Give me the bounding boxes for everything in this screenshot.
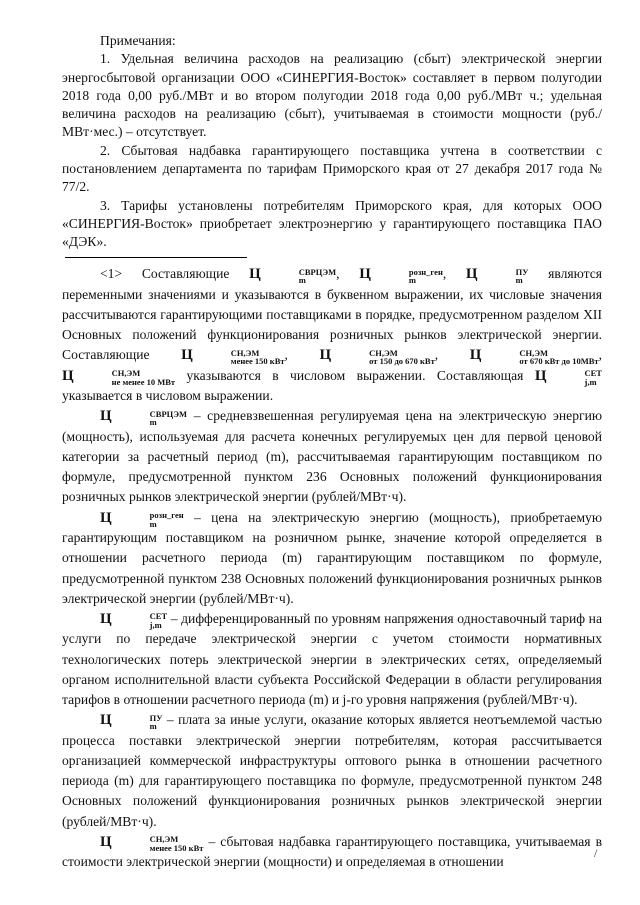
symbol-sn-less150: Ц СН,ЭМ менее 150 кВт [181, 347, 285, 367]
footnote-divider [65, 257, 247, 258]
page-mark: / [594, 846, 598, 860]
symbol-sn-less150: Ц СН,ЭМ менее 150 кВт [100, 833, 204, 853]
components-text-c: указывается в числовом выражении. [62, 388, 274, 404]
components-word: Составляющие [141, 266, 230, 281]
definition-set-text: – дифференцированный по уровням напряжения одноставочный тариф на услуги по передаче электрической энергии с учетом стоимости нормативных технологических потерь электрической энергии в электрических сетях, определяемый органом исполнительной власти субъекта Российской Федерации в области регулирования тарифов в отношении расчетного периода (m) и j-го уровня напряжения (рублей/МВт·ч). [62, 610, 602, 708]
symbol-rozn-gen: Ц розн_ген m [359, 266, 443, 285]
symbol-pu: Ц ПУ m [465, 266, 529, 285]
notes-section [62, 32, 602, 252]
components-text-b: указываются в числовом выражении. Составляющая [186, 367, 524, 383]
definition-pu-text: – плата за иные услуги, оказание которых является неотъемлемой частью процесса поставки электрической энергии потребителям, которая рассчитывается организацией коммерческой инфраструктуры оптового рынка в отношении расчетного периода (m) для гарантирующего поставщика по формуле, предусмотренной пунктом 248 Основных положений функционирования розничных рынков электрической энергии (рублей/МВт·ч). [62, 712, 602, 829]
note-1: 1. Удельная величина расходов на реализацию (сбыт) электрической энергии энергосбытовой организации ООО «СИНЕРГИЯ-Восток» составляет в первом полугодии 2018 года 0,00 руб./МВт и во втором полугодии 2018 года 0,00 руб./МВт ч.; удельная величина расходов на реализацию (сбыт), учитываемая в стоимости мощности (руб./ МВт·мес.) – отсутствует. [62, 51, 602, 140]
definition-svrtsem [62, 406, 602, 507]
symbol-set: Ц СЕТ j,m [534, 367, 602, 387]
definition-pu [62, 710, 602, 832]
symbol-sn-150-670: Ц СН,ЭМ от 150 до 670 кВт [319, 347, 435, 367]
notes-heading: Примечания: [100, 33, 176, 48]
symbol-rozn-gen: Ц розн_ген m [100, 509, 184, 529]
symbol-svrtsem: Ц СВРЦЭМ m [249, 266, 337, 285]
note-3: 3. Тарифы установлены потребителям Приморского края, для которых ООО «СИНЕРГИЯ-Восток» приобретает электроэнергию у гарантирующего поставщика ПАО «ДЭК». [62, 197, 602, 250]
footnote-marker: <1> [100, 266, 123, 281]
symbol-pu: Ц ПУ m [100, 712, 163, 732]
definition-sn-less150-text: – сбытовая надбавка гарантирующего поставщика, учитываемая в стоимости электрической энергии (мощности) и определяемая в отношении [62, 833, 602, 870]
definition-sn-less150 [62, 832, 602, 873]
definition-rozn-gen-text: – цена на электрическую энергию (мощность), приобретаемую гарантирующим поставщиком на розничном рынке, значение которой определяется в отношении расчетного периода (m) гарантирующим поставщиком по формуле, предусмотренной пунктом 238 Основных положений функционирования розничных рынков электрической энергии (рублей/МВт·ч). [62, 509, 602, 606]
definition-rozn-gen [62, 508, 602, 609]
symbol-svrtsem: Ц СВРЦЭМ m [100, 408, 188, 428]
components-text-a: являются переменными значениями и указываются в буквенном выражении, их числовые значения рассчитываются гарантирующими поставщиками в порядке, предусмотренном разделом XII Основных положений функционирования розничных рынков электрической энергии. Составляющие [62, 266, 603, 363]
symbol-sn-670-10: Ц СН,ЭМ от 670 кВт до 10МВт [469, 347, 599, 367]
definition-set [62, 609, 602, 710]
definition-svrtsem-text: – средневзвешенная регулируемая цена на электрическую энергию (мощность), используемая для расчета конечных регулируемых цен для первой ценовой категории за расчетный период (m), рассчитываемая гарантирующим поставщиком по формуле, предусмотренной пунктом 236 Основных положений функционирования розничных рынков электрической энергии (рублей/МВт·ч). [62, 408, 603, 505]
footnote-paragraph-components: <1> Составляющие Ц СВРЦЭМ m , Ц розн_ген m , Ц ПУ m являются переменными значениями и указываются в буквенном выражении, их числовые значения рассчитываются гарантирующими поставщиками в порядке, предусмотренном разделом XII Основных положений функционирования розничных рынков электрической энергии. Составляющие Ц СН,ЭМ менее 150 кВт , Ц СН,ЭМ от 150 до 670 кВт , Ц СН,ЭМ от 670 кВт до 10МВт , Ц СН,ЭМ не менее 10 МВт указываются в числовом выражении. Составляющая Ц СЕТ j,m указывается в числовом выражении. [62, 266, 603, 404]
symbol-sn-ge10: Ц СН,ЭМ не менее 10 МВт [62, 367, 176, 387]
symbol-set: Ц СЕТ j,m [100, 610, 168, 630]
footnote-section [62, 264, 602, 872]
note-2: 2. Сбытовая надбавка гарантирующего поставщика учтена в соответствии с постановлением департамента по тарифам Приморского края от 27 декабря 2017 года № 77/2. [62, 142, 602, 195]
